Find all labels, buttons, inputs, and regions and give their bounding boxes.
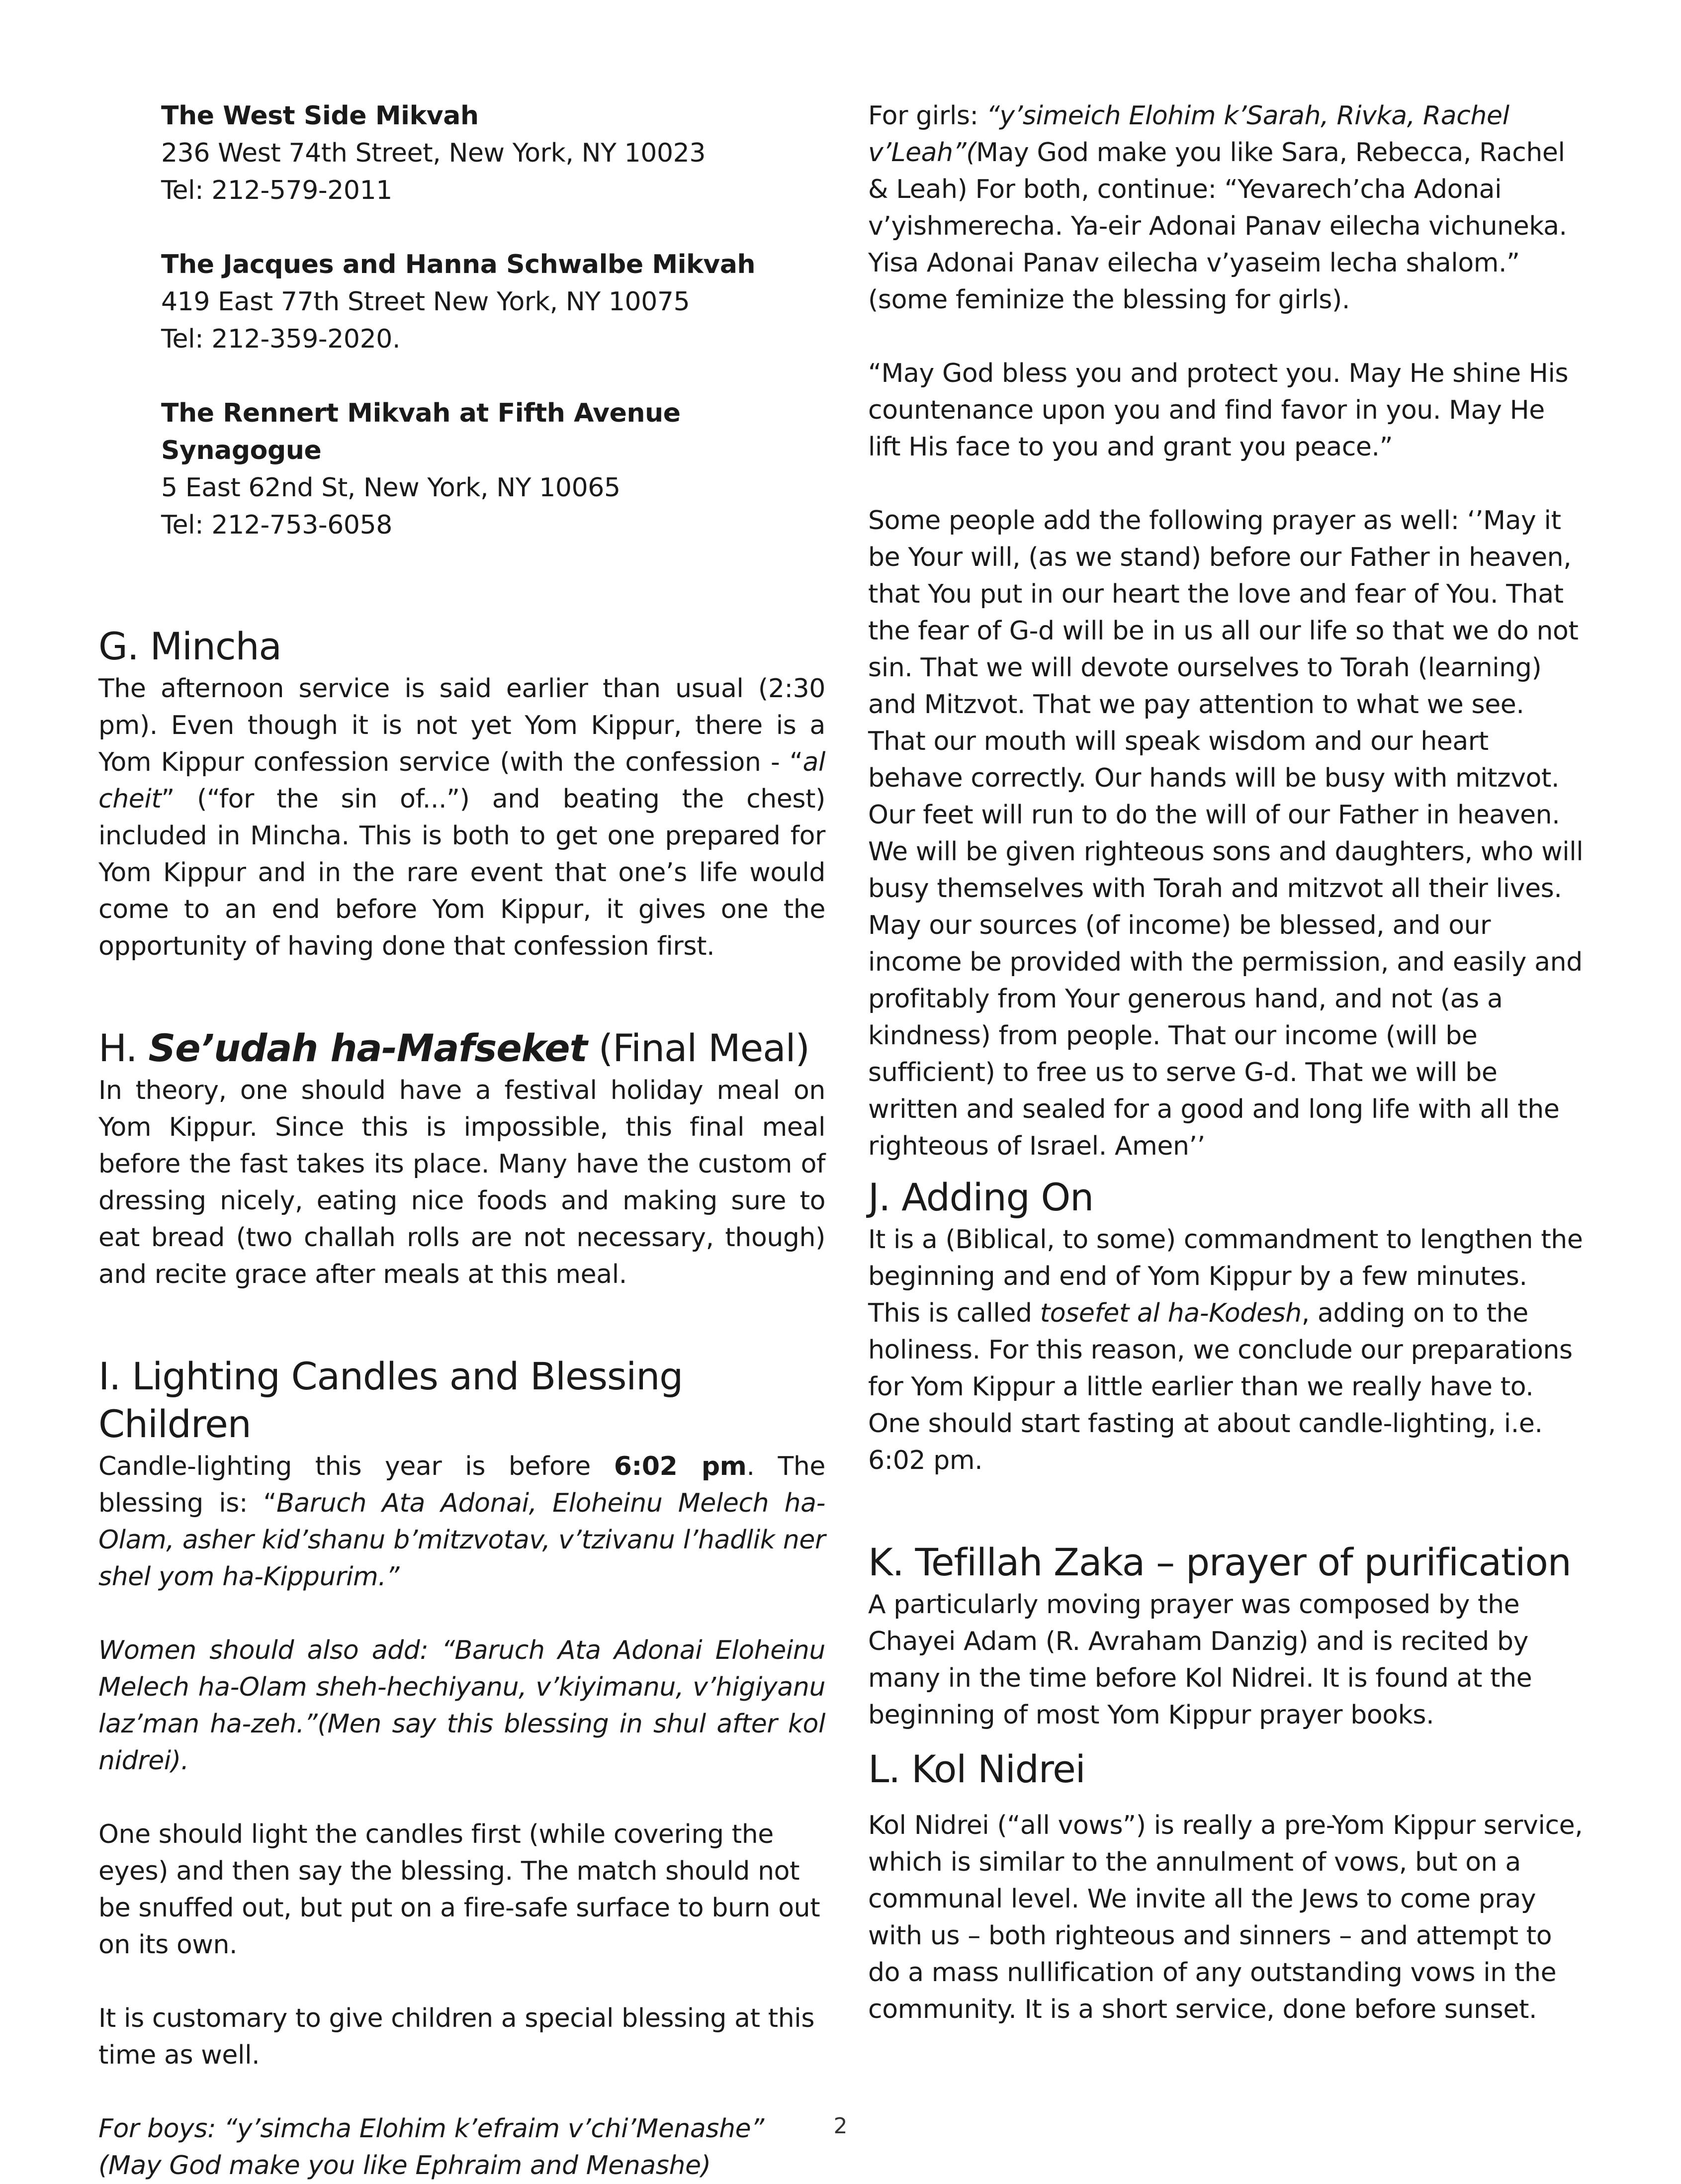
section-body: A particularly moving prayer was composed by the Chayei Adam (R. Avraham Danzig) and is recited by many in the time before Kol Nidrei. It is found at the beginning of most Yom Kippur prayer books. [868, 1590, 1532, 1730]
right-column [868, 97, 1584, 2028]
heading-suffix: (Final Meal) [587, 1026, 809, 1070]
body-text-italic: al cheit [98, 747, 825, 814]
mikvah-address: 419 East 77th Street New York, NY 10075 [161, 287, 690, 317]
blessing-text: “y’simeich Elohim k’Sarah, Rivka, Rachel v’Leah”( [868, 101, 1509, 168]
section-heading: J. Adding On [868, 1175, 1094, 1219]
mikvah-address: 236 West 74th Street, New York, NY 10023 [161, 138, 706, 168]
section-tefillah-zaka [868, 1539, 1584, 1733]
section-body [98, 1448, 825, 1595]
section-body [868, 97, 1584, 318]
body-text: It is a (Biblical, to some) commandment to lengthen the beginning and end of Yom Kippur by a few minutes. This is called [868, 1225, 1583, 1328]
mikvah-entry [161, 395, 825, 544]
mikvah-name: The Rennert Mikvah at Fifth Avenue Synagogue [161, 398, 681, 465]
heading-emphasis: Se’udah ha-Mafseket [148, 1026, 587, 1070]
section-body: “May God bless you and protect you. May He shine His countenance upon you and find favor in you. May He lift His face to you and grant you peace.” [868, 359, 1569, 462]
section-heading: G. Mincha [98, 624, 281, 668]
section-body: Some people add the following prayer as well: ‘’May it be Your will, (as we stand) before our Father in heaven, that You put in our heart the love and fear of You. That the fear of G-d will be in us all our life so that we do not sin. That we will devote ourselves to Torah (learning) and Mitzvot. That we pay attention to what we see. That our mouth will speak wisdom and our heart behave correctly. Our hands will be busy with mitzvot. Our feet will run to do the will of our Father in heaven. We will be given righteous sons and daughters, who will busy themselves with Torah and mitzvot all their lives. May our sources (of income) be blessed, and our income be provided with the permission, and easily and profitably from Your generous hand, and not (as a kindness) from people. That our income (will be sufficient) to free us to serve G-d. That we will be written and sealed for a good and long life with all the righteous of Israel. Amen’’ [868, 506, 1584, 1161]
blessing-text: Baruch Ata Adonai, Eloheinu Melech ha-Olam, asher kid’shanu b’mitzvotav, v’tzivanu l’hadlik ner shel yom ha-Kippurim.” [98, 1488, 825, 1592]
section-kol-nidrei [868, 1745, 1584, 2028]
mikvah-entry [161, 97, 825, 209]
heading-prefix: H. [98, 1026, 149, 1070]
section-body: For boys: “y’simcha Elohim k’efraim v’chi’Menashe” (May God make you like Ephraim and Menashe) [98, 2114, 764, 2181]
mikvah-phone: Tel: 212-579-2011 [161, 176, 392, 205]
section-body: Kol Nidrei (“all vows”) is really a pre-Yom Kippur service, which is similar to the annulment of vows, but on a communal level. We invite all the Jews to come pray with us – both righteous and sinners – and attempt to do a mass nullification of any outstanding vows in the community. It is a short service, done before sunset. [868, 1811, 1583, 2024]
mikvah-address: 5 East 62nd St, New York, NY 10065 [161, 473, 620, 503]
section-body: It is customary to give children a special blessing at this time as well. [98, 2003, 815, 2070]
section-heading [98, 1024, 825, 1072]
section-candles [98, 1353, 825, 2184]
body-text: ” (“for the sin of...”) and beating the chest) included in Mincha. This is both to get one prepared for Yom Kippur and in the rare event that one’s life would come to an end before Yom Kippur, it gives one the opportunity of having done that confession first. [98, 784, 825, 961]
left-column [98, 97, 825, 2184]
mikvah-name: The Jacques and Hanna Schwalbe Mikvah [161, 250, 756, 279]
body-text: Candle-lighting this year is before [98, 1452, 614, 1481]
body-text: , adding on to the holiness. For this reason, we conclude our preparations for Yom Kippur a little earlier than we really have to. One should start fasting at about candle-lighting, i.e. 6:02 pm. [868, 1298, 1573, 1475]
mikvah-phone: Tel: 212-359-2020. [161, 324, 401, 354]
body-text: . The blessing is: “ [98, 1452, 825, 1518]
section-mincha [98, 623, 825, 965]
section-heading: I. Lighting Candles and Blessing Children [98, 1354, 683, 1446]
section-heading: K. Tefillah Zaka – prayer of purification [868, 1540, 1571, 1584]
section-heading: L. Kol Nidrei [868, 1747, 1085, 1791]
body-text: For girls: [868, 101, 986, 131]
section-body: In theory, one should have a festival holiday meal on Yom Kippur. Since this is impossible, this final meal before the fast takes its place. Many have the custom of dressing nicely, eating nice foods and making sure to eat bread (two challah rolls are not necessary, though) and recite grace after meals at this meal. [98, 1076, 825, 1289]
page-number: 2 [833, 2113, 848, 2139]
section-body [868, 1221, 1584, 1479]
section-adding-on [868, 1174, 1584, 1479]
body-text-italic: tosefet al ha-Kodesh [1040, 1298, 1302, 1328]
mikvah-phone: Tel: 212-753-6058 [161, 510, 392, 540]
mikvah-entry [161, 246, 825, 358]
section-final-meal [98, 1024, 825, 1293]
section-body: One should light the candles first (while covering the eyes) and then say the blessing. The match should not be snuffed out, but put on a fire-safe surface to burn out on its own. [98, 1820, 820, 1960]
body-text: May God make you like Sara, Rebecca, Rachel & Leah) For both, continue: “Yevarech’cha Adonai v’yishmerecha. Ya-eir Adonai Panav eilecha vichuneka. Yisa Adonai Panav eilecha v’yaseim lecha shalom.” (some feminize the blessing for girls). [868, 138, 1567, 315]
candle-lighting-time: 6:02 pm [614, 1452, 747, 1481]
mikvah-list [98, 97, 825, 544]
section-body: Women should also add: “Baruch Ata Adonai Eloheinu Melech ha-Olam sheh-hechiyanu, v’kiyimanu, v’higiyanu laz’man ha-zeh.”(Men say this blessing in shul after kol nidrei). [98, 1636, 825, 1776]
mikvah-name: The West Side Mikvah [161, 101, 479, 131]
section-body [98, 670, 825, 965]
body-text: The afternoon service is said earlier than usual (2:30 pm). Even though it is not yet Yom Kippur, there is a Yom Kippur confession service (with the confession - “ [98, 674, 825, 777]
